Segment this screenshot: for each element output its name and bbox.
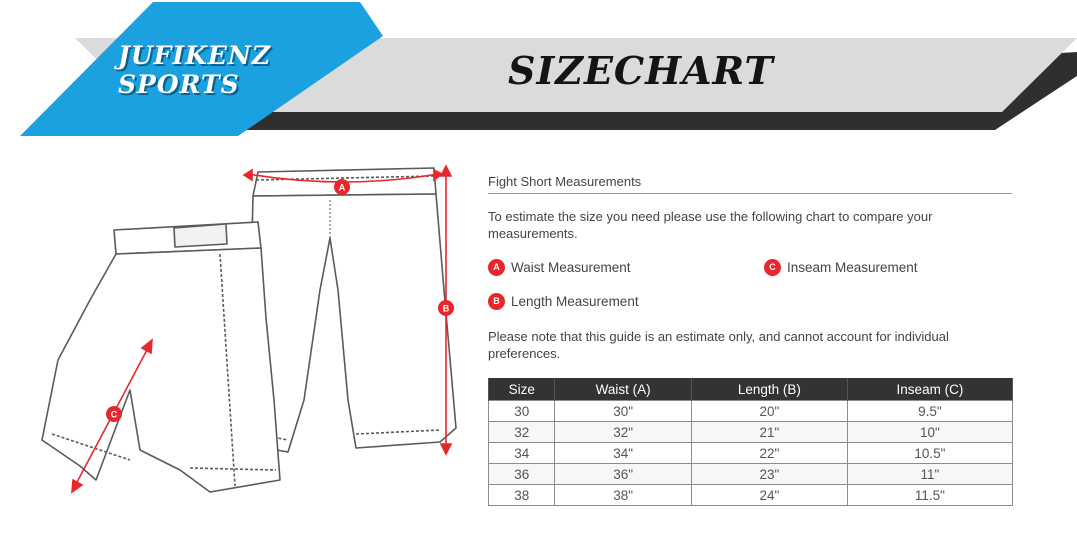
cell-inseam: 10" xyxy=(847,422,1012,443)
svg-text:C: C xyxy=(110,409,118,420)
measurement-info xyxy=(488,174,1012,361)
side-short-drawing xyxy=(42,222,280,492)
cell-length: 21" xyxy=(691,422,847,443)
svg-text:A: A xyxy=(338,182,346,193)
cell-length: 24" xyxy=(691,485,847,506)
legend-label-inseam: Inseam Measurement xyxy=(787,260,918,276)
legend-label-length: Length Measurement xyxy=(511,294,639,310)
cell-size: 34 xyxy=(489,443,555,464)
legend-badge-a: A xyxy=(488,259,505,276)
size-table xyxy=(488,378,1013,506)
header-length: Length (B) xyxy=(691,378,847,401)
table-row xyxy=(489,485,1013,506)
cell-length: 23" xyxy=(691,464,847,485)
cell-size: 36 xyxy=(489,464,555,485)
table-row xyxy=(489,422,1013,443)
header-banner xyxy=(0,0,1077,140)
cell-waist: 30" xyxy=(555,401,691,422)
table-row xyxy=(489,464,1013,485)
cell-length: 22" xyxy=(691,443,847,464)
legend-label-waist: Waist Measurement xyxy=(511,260,631,276)
cell-inseam: 10.5" xyxy=(847,443,1012,464)
brand-name: JUFIKENZ xyxy=(118,41,271,70)
table-header-row xyxy=(489,378,1013,401)
cell-waist: 32" xyxy=(555,422,691,443)
marker-b-badge xyxy=(438,300,454,316)
intro-text: To estimate the size you need please use the following chart to compare your measurements. xyxy=(488,209,933,241)
svg-text:B: B xyxy=(442,303,450,314)
legend-badge-c: C xyxy=(764,259,781,276)
header-inseam: Inseam (C) xyxy=(847,378,1012,401)
shorts-illustration xyxy=(30,150,470,530)
cell-size: 38 xyxy=(489,485,555,506)
cell-waist: 36" xyxy=(555,464,691,485)
legend-inseam xyxy=(764,260,918,277)
section-heading: Fight Short Measurements xyxy=(488,174,1012,194)
legend-length xyxy=(488,294,639,311)
cell-length: 20" xyxy=(691,401,847,422)
legend-badge-b: B xyxy=(488,293,505,310)
cell-size: 32 xyxy=(489,422,555,443)
brand-subname: SPORTS xyxy=(118,70,240,99)
marker-a-badge xyxy=(334,179,350,195)
header-waist: Waist (A) xyxy=(555,378,691,401)
front-short-drawing xyxy=(250,168,456,452)
header-size: Size xyxy=(489,378,555,401)
cell-inseam: 9.5" xyxy=(847,401,1012,422)
cell-waist: 34" xyxy=(555,443,691,464)
page-title: SIZECHART xyxy=(508,48,774,93)
marker-c-badge xyxy=(106,406,122,422)
table-row xyxy=(489,443,1013,464)
cell-inseam: 11" xyxy=(847,464,1012,485)
disclaimer-note: Please note that this guide is an estimate only, and cannot account for individual preferences. xyxy=(488,329,949,361)
cell-size: 30 xyxy=(489,401,555,422)
table-row xyxy=(489,401,1013,422)
cell-waist: 38" xyxy=(555,485,691,506)
cell-inseam: 11.5" xyxy=(847,485,1012,506)
legend-waist xyxy=(488,260,631,277)
